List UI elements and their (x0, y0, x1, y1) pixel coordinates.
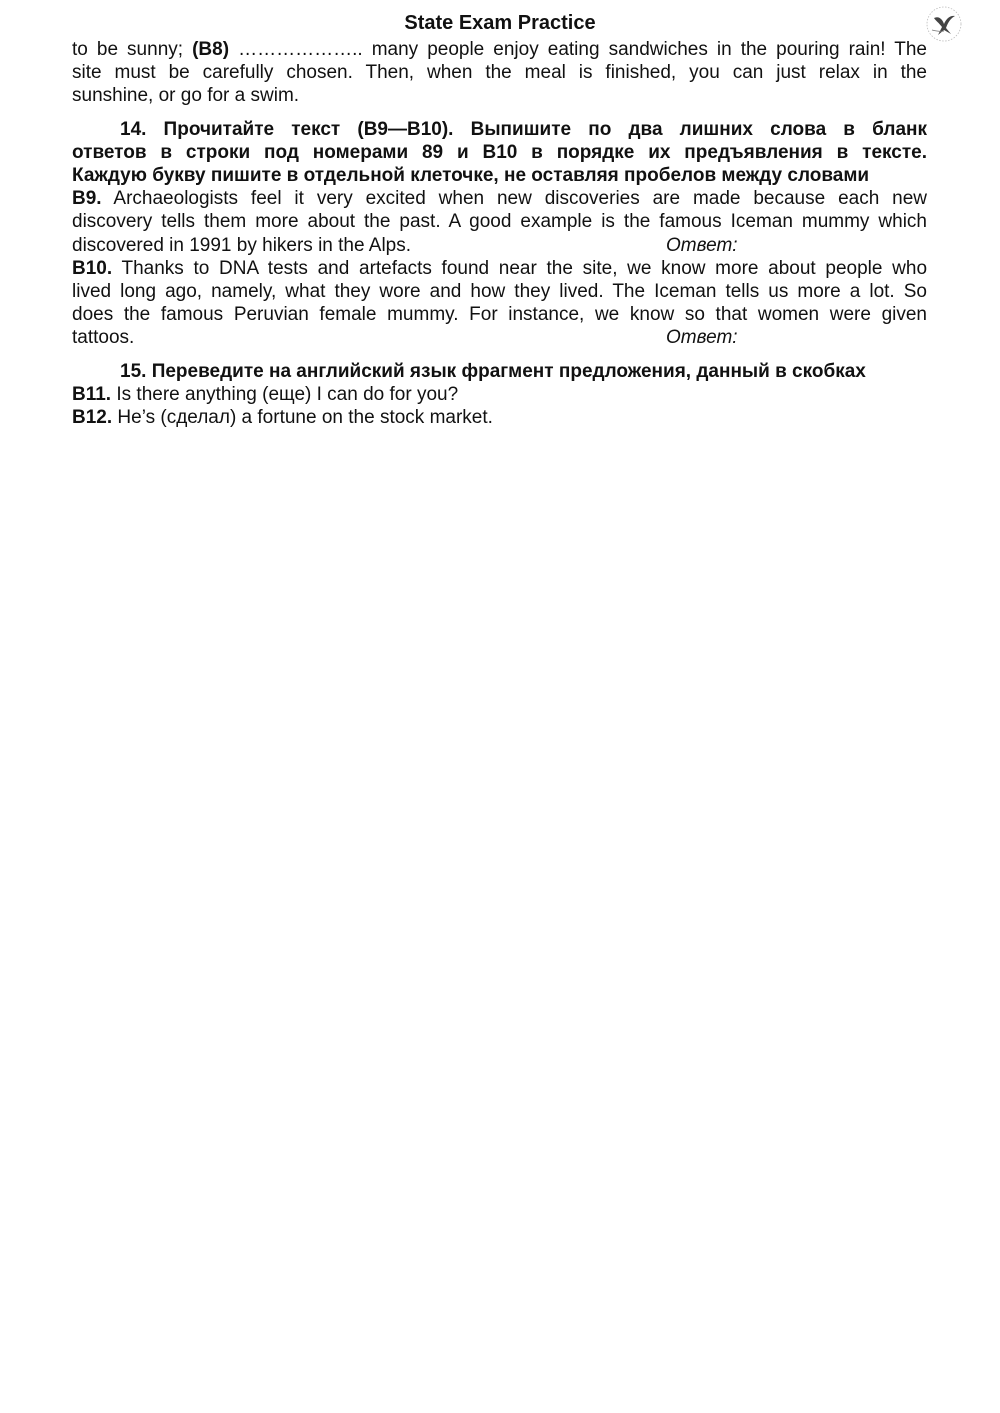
b9-line-1 (72, 187, 927, 210)
document-body (72, 38, 927, 429)
intro-line-1-pre: to be sunny; (72, 39, 184, 60)
b10-line-2: lived long ago, namely, what they wore and how they lived. The Iceman tells us more a lot. So (72, 281, 927, 303)
b10-line-4 (72, 326, 927, 349)
b11-text: Is there anything (еще) I can do for you? (116, 383, 459, 405)
b9-line-1-text: Archaeologists feel it very excited when new discoveries are made because each new (113, 188, 928, 210)
b12-label: B12. (72, 407, 113, 429)
b9-line-2: discovery tells them more about the past. A good example is the famous Iceman mummy which (72, 211, 927, 233)
gap-label-b8: (B8) (192, 39, 230, 60)
b9-line-3-text: discovered in 1991 by hikers in the Alps. (72, 234, 412, 256)
intro-line-2: site must be carefully chosen. Then, when the meal is finished, you can just relax in the (72, 62, 927, 84)
b9-label: B9. (72, 188, 102, 210)
b9-answer-label: Ответ: (666, 234, 738, 256)
task-14 (72, 118, 927, 350)
intro-line-3: sunshine, or go for a swim. (72, 85, 300, 107)
intro-line-1 (72, 38, 927, 61)
b10-line-1 (72, 257, 927, 280)
intro-line-1-post: ……………….. many people enjoy eating sandwiches in the pouring rain! The (238, 39, 927, 60)
intro-paragraph (72, 38, 927, 108)
task-14-heading-line-1: 14. Прочитайте текст (В9—В10). Выпишите по два лишних слова в бланк (120, 118, 927, 140)
task-14-heading (72, 118, 927, 188)
item-b11 (72, 383, 927, 406)
page-title: State Exam Practice (404, 12, 596, 34)
bird-logo-icon (924, 4, 964, 44)
task-15 (72, 360, 927, 430)
item-b12 (72, 406, 927, 429)
b10-line-1-text: Thanks to DNA tests and artefacts found near the site, we know more about people who (121, 257, 928, 279)
b10-answer-label: Ответ: (666, 327, 738, 349)
b10-line-4-text: tattoos. (72, 327, 135, 349)
item-b9 (72, 187, 927, 257)
task-14-heading-line-2: ответов в строки под номерами 89 и В10 в порядке их предъявления в тексте. (72, 141, 927, 163)
task-15-heading (72, 360, 927, 383)
b10-line-3: does the famous Peruvian female mummy. For instance, we know so that women were given (72, 304, 927, 326)
b10-label: B10. (72, 257, 113, 279)
b12-text: He’s (сделал) a fortune on the stock market. (117, 407, 493, 429)
task-15-heading-line: 15. Переведите на английский язык фрагмент предложения, данный в скобках (120, 360, 866, 382)
item-b10 (72, 257, 927, 350)
b11-label: B11. (72, 383, 112, 405)
task-14-heading-line-3: Каждую букву пишите в отдельной клеточке, не оставляя пробелов между словами (72, 165, 870, 187)
b9-line-3 (72, 234, 927, 257)
